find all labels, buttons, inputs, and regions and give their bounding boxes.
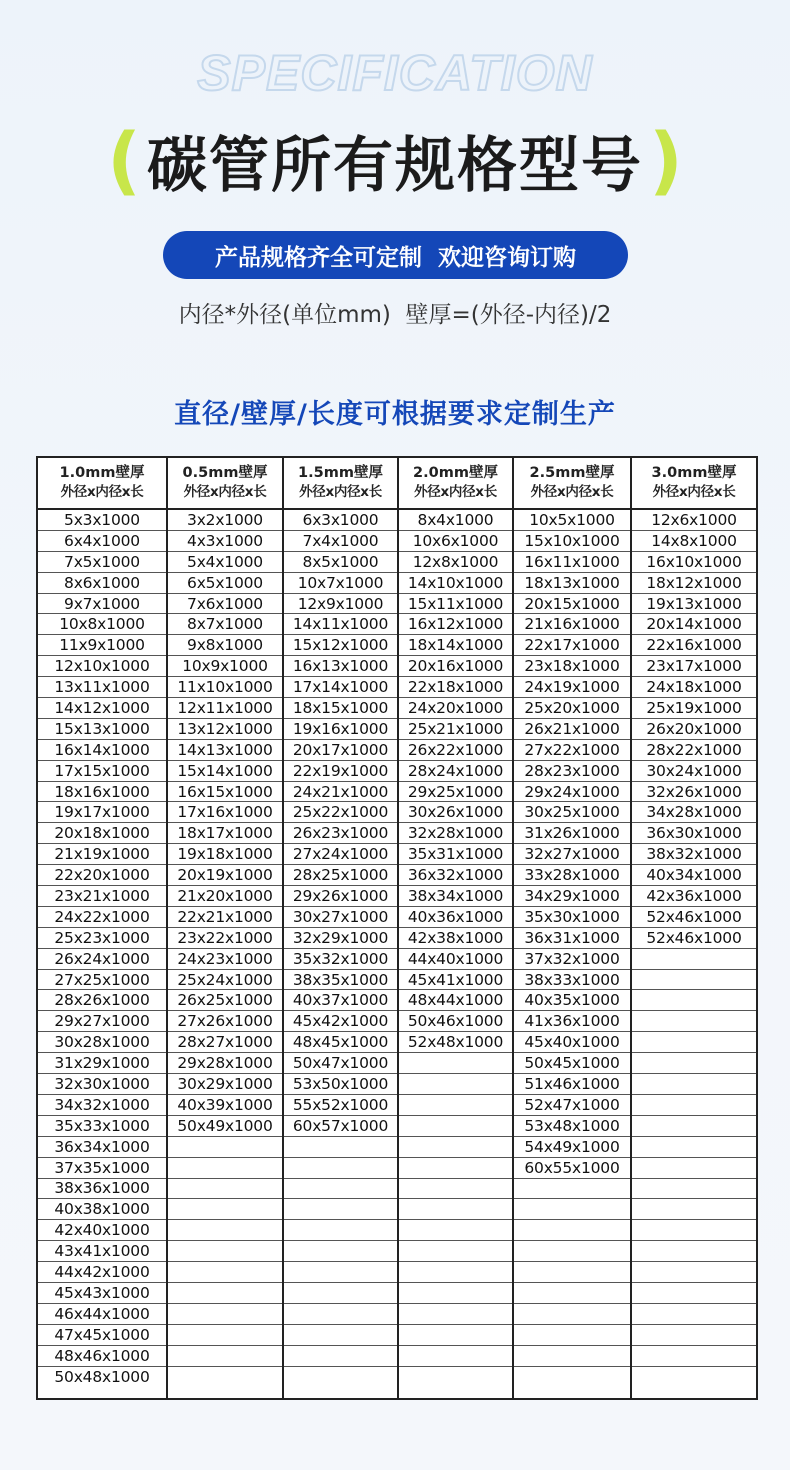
table-cell: 35x33x1000 (38, 1116, 166, 1137)
wall-thickness-label: 2.5mm壁厚 (529, 465, 615, 481)
table-cell (284, 1199, 397, 1220)
table-cell: 8x6x1000 (38, 573, 166, 594)
table-cell: 21x16x1000 (514, 614, 630, 635)
table-cell (632, 949, 756, 970)
table-cell (168, 1304, 282, 1325)
table-cell: 43x41x1000 (38, 1241, 166, 1262)
table-cell: 52x48x1000 (399, 1032, 512, 1053)
table-column (166, 458, 282, 1398)
column-header (168, 458, 282, 510)
table-cell: 12x11x1000 (168, 698, 282, 719)
title-row (0, 118, 790, 204)
table-cell: 13x11x1000 (38, 677, 166, 698)
column-header (284, 458, 397, 510)
table-cell (284, 1325, 397, 1346)
table-cell: 26x25x1000 (168, 990, 282, 1011)
table-cell (632, 1116, 756, 1137)
table-cell: 30x24x1000 (632, 761, 756, 782)
dimension-format-label: 外径x内径x长 (60, 484, 144, 500)
table-cell: 12x6x1000 (632, 510, 756, 531)
table-cell: 26x23x1000 (284, 823, 397, 844)
table-cell (632, 1158, 756, 1179)
table-cell: 50x49x1000 (168, 1116, 282, 1137)
table-cell: 40x35x1000 (514, 990, 630, 1011)
table-cell: 35x30x1000 (514, 907, 630, 928)
table-cell (399, 1116, 512, 1137)
table-cell: 29x28x1000 (168, 1053, 282, 1074)
table-cell: 20x14x1000 (632, 614, 756, 635)
table-cell: 52x47x1000 (514, 1095, 630, 1116)
table-cell: 28x23x1000 (514, 761, 630, 782)
table-cell: 16x12x1000 (399, 614, 512, 635)
table-cell: 27x26x1000 (168, 1011, 282, 1032)
table-cell: 20x15x1000 (514, 594, 630, 615)
table-cell (632, 1241, 756, 1262)
table-cell: 14x13x1000 (168, 740, 282, 761)
banner-pill: 产品规格齐全可定制 欢迎咨询订购 (163, 231, 628, 279)
table-cell: 28x25x1000 (284, 865, 397, 886)
table-cell: 23x21x1000 (38, 886, 166, 907)
table-cell: 48x44x1000 (399, 990, 512, 1011)
table-cell: 53x50x1000 (284, 1074, 397, 1095)
table-cell: 24x22x1000 (38, 907, 166, 928)
table-cell: 24x20x1000 (399, 698, 512, 719)
table-cell: 42x38x1000 (399, 928, 512, 949)
table-cell: 13x12x1000 (168, 719, 282, 740)
table-cell: 6x4x1000 (38, 531, 166, 552)
table-cell: 8x5x1000 (284, 552, 397, 573)
table-cell: 11x9x1000 (38, 635, 166, 656)
table-cell (632, 1137, 756, 1158)
table-cell: 10x9x1000 (168, 656, 282, 677)
table-cell: 32x26x1000 (632, 782, 756, 803)
table-cell: 12x9x1000 (284, 594, 397, 615)
table-cell: 15x10x1000 (514, 531, 630, 552)
table-cell: 36x34x1000 (38, 1137, 166, 1158)
table-cell (632, 1032, 756, 1053)
table-cell: 10x5x1000 (514, 510, 630, 531)
table-cell (632, 1011, 756, 1032)
table-cell: 40x37x1000 (284, 990, 397, 1011)
table-cell (168, 1367, 282, 1388)
table-cell (168, 1220, 282, 1241)
table-cell: 29x24x1000 (514, 782, 630, 803)
table-cell: 22x19x1000 (284, 761, 397, 782)
table-cell (284, 1283, 397, 1304)
table-cell: 55x52x1000 (284, 1095, 397, 1116)
table-cell: 29x25x1000 (399, 782, 512, 803)
table-cell: 18x13x1000 (514, 573, 630, 594)
table-cell: 17x16x1000 (168, 802, 282, 823)
table-cell (168, 1283, 282, 1304)
wall-thickness-label: 3.0mm壁厚 (651, 465, 737, 481)
table-cell (168, 1241, 282, 1262)
table-cell (514, 1241, 630, 1262)
table-cell (399, 1367, 512, 1388)
table-cell: 34x29x1000 (514, 886, 630, 907)
table-cell (632, 1053, 756, 1074)
table-cell: 34x28x1000 (632, 802, 756, 823)
table-cell (168, 1137, 282, 1158)
table-cell (632, 1325, 756, 1346)
wall-thickness-label: 1.0mm壁厚 (59, 465, 145, 481)
table-cell: 32x27x1000 (514, 844, 630, 865)
table-cell: 51x46x1000 (514, 1074, 630, 1095)
table-cell: 25x20x1000 (514, 698, 630, 719)
table-cell (168, 1179, 282, 1200)
table-cell (399, 1053, 512, 1074)
table-cell: 27x24x1000 (284, 844, 397, 865)
table-cell: 24x18x1000 (632, 677, 756, 698)
table-cell: 45x43x1000 (38, 1283, 166, 1304)
table-cell (168, 1199, 282, 1220)
table-cell: 35x32x1000 (284, 949, 397, 970)
table-cell: 11x10x1000 (168, 677, 282, 698)
table-cell: 22x16x1000 (632, 635, 756, 656)
table-cell: 40x34x1000 (632, 865, 756, 886)
table-cell: 45x42x1000 (284, 1011, 397, 1032)
table-cell (399, 1137, 512, 1158)
table-cell: 48x45x1000 (284, 1032, 397, 1053)
table-cell: 40x36x1000 (399, 907, 512, 928)
left-bracket-decoration: ( (107, 118, 141, 204)
table-cell: 19x17x1000 (38, 802, 166, 823)
table-cell: 23x18x1000 (514, 656, 630, 677)
watermark-heading: SPECIFICATION (197, 45, 593, 101)
table-cell: 9x7x1000 (38, 594, 166, 615)
dimension-format-label: 外径x内径x长 (652, 484, 736, 500)
table-cell: 29x27x1000 (38, 1011, 166, 1032)
table-cell: 21x20x1000 (168, 886, 282, 907)
table-cell: 30x29x1000 (168, 1074, 282, 1095)
table-cell: 37x32x1000 (514, 949, 630, 970)
table-cell: 10x8x1000 (38, 614, 166, 635)
table-column (397, 458, 512, 1398)
table-cell (284, 1241, 397, 1262)
table-cell: 48x46x1000 (38, 1346, 166, 1367)
table-cell (632, 970, 756, 991)
table-cell (632, 1095, 756, 1116)
table-cell: 15x13x1000 (38, 719, 166, 740)
table-cell: 18x16x1000 (38, 782, 166, 803)
table-cell (399, 1283, 512, 1304)
table-cell: 40x39x1000 (168, 1095, 282, 1116)
table-cell: 3x2x1000 (168, 510, 282, 531)
table-cell (399, 1346, 512, 1367)
table-cell: 25x19x1000 (632, 698, 756, 719)
column-header (38, 458, 166, 510)
table-cell: 16x10x1000 (632, 552, 756, 573)
table-cell: 38x35x1000 (284, 970, 397, 991)
table-cell: 50x45x1000 (514, 1053, 630, 1074)
table-cell: 19x18x1000 (168, 844, 282, 865)
table-cell: 6x3x1000 (284, 510, 397, 531)
table-cell (399, 1199, 512, 1220)
table-cell: 20x16x1000 (399, 656, 512, 677)
table-cell (514, 1262, 630, 1283)
table-cell (632, 1283, 756, 1304)
table-cell: 25x23x1000 (38, 928, 166, 949)
table-column (512, 458, 630, 1398)
table-cell: 25x22x1000 (284, 802, 397, 823)
table-cell: 38x33x1000 (514, 970, 630, 991)
table-cell (399, 1241, 512, 1262)
table-cell: 9x8x1000 (168, 635, 282, 656)
table-cell (632, 1074, 756, 1095)
table-cell: 22x17x1000 (514, 635, 630, 656)
table-cell: 27x22x1000 (514, 740, 630, 761)
table-cell: 16x11x1000 (514, 552, 630, 573)
table-cell: 52x46x1000 (632, 907, 756, 928)
customization-subheading: 直径/壁厚/长度可根据要求定制生产 (174, 399, 616, 430)
table-cell: 20x18x1000 (38, 823, 166, 844)
table-cell: 30x27x1000 (284, 907, 397, 928)
table-cell: 16x13x1000 (284, 656, 397, 677)
table-cell: 42x40x1000 (38, 1220, 166, 1241)
table-cell: 26x24x1000 (38, 949, 166, 970)
table-cell: 53x48x1000 (514, 1116, 630, 1137)
table-cell: 38x36x1000 (38, 1179, 166, 1200)
table-cell: 50x46x1000 (399, 1011, 512, 1032)
table-cell (514, 1325, 630, 1346)
table-cell: 38x34x1000 (399, 886, 512, 907)
table-cell (632, 1262, 756, 1283)
table-cell (632, 1304, 756, 1325)
table-cell: 23x17x1000 (632, 656, 756, 677)
table-cell: 4x3x1000 (168, 531, 282, 552)
table-cell: 15x14x1000 (168, 761, 282, 782)
dimension-format-label: 外径x内径x长 (183, 484, 267, 500)
table-cell (399, 1095, 512, 1116)
table-cell (514, 1283, 630, 1304)
table-cell: 44x42x1000 (38, 1262, 166, 1283)
formula-note: 内径*外径(单位mm) 壁厚=(外径-内径)/2 (178, 302, 612, 328)
dimension-format-label: 外径x内径x长 (299, 484, 382, 500)
table-cell: 18x12x1000 (632, 573, 756, 594)
table-cell (399, 1220, 512, 1241)
table-cell: 35x31x1000 (399, 844, 512, 865)
table-cell: 44x40x1000 (399, 949, 512, 970)
table-cell: 42x36x1000 (632, 886, 756, 907)
table-cell (632, 1199, 756, 1220)
table-column (38, 458, 166, 1398)
table-cell: 26x22x1000 (399, 740, 512, 761)
table-cell: 7x4x1000 (284, 531, 397, 552)
table-cell: 15x12x1000 (284, 635, 397, 656)
table-cell (632, 990, 756, 1011)
table-cell: 23x22x1000 (168, 928, 282, 949)
table-cell (399, 1074, 512, 1095)
wall-thickness-label: 1.5mm壁厚 (298, 465, 383, 481)
table-cell: 45x40x1000 (514, 1032, 630, 1053)
table-cell: 30x25x1000 (514, 802, 630, 823)
table-cell: 24x21x1000 (284, 782, 397, 803)
table-cell (399, 1304, 512, 1325)
column-header (514, 458, 630, 510)
table-cell: 26x20x1000 (632, 719, 756, 740)
table-cell: 33x28x1000 (514, 865, 630, 886)
table-cell: 18x14x1000 (399, 635, 512, 656)
table-column (630, 458, 756, 1398)
table-cell: 7x5x1000 (38, 552, 166, 573)
table-cell (399, 1158, 512, 1179)
table-cell (514, 1346, 630, 1367)
table-cell: 12x10x1000 (38, 656, 166, 677)
table-cell (284, 1367, 397, 1388)
column-header (632, 458, 756, 510)
table-cell: 14x8x1000 (632, 531, 756, 552)
table-cell: 60x57x1000 (284, 1116, 397, 1137)
table-cell (632, 1220, 756, 1241)
table-cell: 30x26x1000 (399, 802, 512, 823)
table-cell: 32x30x1000 (38, 1074, 166, 1095)
table-cell: 54x49x1000 (514, 1137, 630, 1158)
table-cell: 18x17x1000 (168, 823, 282, 844)
table-cell: 31x26x1000 (514, 823, 630, 844)
dimension-format-label: 外径x内径x长 (530, 484, 614, 500)
table-cell: 19x13x1000 (632, 594, 756, 615)
table-cell: 40x38x1000 (38, 1199, 166, 1220)
table-cell: 14x12x1000 (38, 698, 166, 719)
table-cell: 28x22x1000 (632, 740, 756, 761)
table-cell: 24x19x1000 (514, 677, 630, 698)
page-title: 碳管所有规格型号 (147, 131, 643, 201)
table-cell: 22x20x1000 (38, 865, 166, 886)
table-cell: 36x32x1000 (399, 865, 512, 886)
table-cell (514, 1179, 630, 1200)
table-cell: 31x29x1000 (38, 1053, 166, 1074)
table-cell: 5x3x1000 (38, 510, 166, 531)
table-cell (284, 1262, 397, 1283)
table-cell (284, 1158, 397, 1179)
table-cell: 30x28x1000 (38, 1032, 166, 1053)
table-cell (168, 1158, 282, 1179)
table-cell: 47x45x1000 (38, 1325, 166, 1346)
table-cell: 5x4x1000 (168, 552, 282, 573)
table-cell: 20x17x1000 (284, 740, 397, 761)
table-cell: 21x19x1000 (38, 844, 166, 865)
table-cell: 36x31x1000 (514, 928, 630, 949)
table-cell (399, 1325, 512, 1346)
wall-thickness-label: 0.5mm壁厚 (182, 465, 268, 481)
table-cell: 22x21x1000 (168, 907, 282, 928)
table-cell: 34x32x1000 (38, 1095, 166, 1116)
wall-thickness-label: 2.0mm壁厚 (413, 465, 498, 481)
table-cell (399, 1179, 512, 1200)
table-cell (514, 1199, 630, 1220)
table-cell: 41x36x1000 (514, 1011, 630, 1032)
table-cell: 17x14x1000 (284, 677, 397, 698)
table-cell: 45x41x1000 (399, 970, 512, 991)
right-bracket-decoration: ) (649, 118, 683, 204)
table-cell: 25x24x1000 (168, 970, 282, 991)
table-cell (514, 1367, 630, 1388)
table-cell: 60x55x1000 (514, 1158, 630, 1179)
spec-table (36, 456, 758, 1400)
table-cell (632, 1179, 756, 1200)
table-cell: 29x26x1000 (284, 886, 397, 907)
table-cell (284, 1304, 397, 1325)
table-cell: 38x32x1000 (632, 844, 756, 865)
table-cell (632, 1346, 756, 1367)
table-cell (168, 1262, 282, 1283)
table-cell: 16x15x1000 (168, 782, 282, 803)
table-cell: 52x46x1000 (632, 928, 756, 949)
table-cell: 16x14x1000 (38, 740, 166, 761)
table-cell: 27x25x1000 (38, 970, 166, 991)
table-cell: 19x16x1000 (284, 719, 397, 740)
table-cell (632, 1367, 756, 1388)
table-cell: 10x7x1000 (284, 573, 397, 594)
table-cell: 6x5x1000 (168, 573, 282, 594)
table-cell: 25x21x1000 (399, 719, 512, 740)
table-cell: 36x30x1000 (632, 823, 756, 844)
dimension-format-label: 外径x内径x长 (414, 484, 497, 500)
table-cell: 15x11x1000 (399, 594, 512, 615)
table-cell (514, 1220, 630, 1241)
table-cell: 50x47x1000 (284, 1053, 397, 1074)
table-cell: 37x35x1000 (38, 1158, 166, 1179)
table-cell (284, 1179, 397, 1200)
table-cell: 7x6x1000 (168, 594, 282, 615)
table-cell: 32x29x1000 (284, 928, 397, 949)
table-cell: 24x23x1000 (168, 949, 282, 970)
table-cell (168, 1346, 282, 1367)
table-cell: 28x26x1000 (38, 990, 166, 1011)
table-cell (514, 1304, 630, 1325)
table-cell (284, 1346, 397, 1367)
table-cell: 14x10x1000 (399, 573, 512, 594)
table-cell: 8x7x1000 (168, 614, 282, 635)
table-cell: 20x19x1000 (168, 865, 282, 886)
table-cell: 46x44x1000 (38, 1304, 166, 1325)
table-cell (284, 1137, 397, 1158)
table-cell: 28x27x1000 (168, 1032, 282, 1053)
table-cell: 17x15x1000 (38, 761, 166, 782)
table-cell: 32x28x1000 (399, 823, 512, 844)
table-cell: 10x6x1000 (399, 531, 512, 552)
table-cell (399, 1262, 512, 1283)
table-cell: 14x11x1000 (284, 614, 397, 635)
table-cell: 12x8x1000 (399, 552, 512, 573)
table-column (282, 458, 397, 1398)
table-cell (284, 1220, 397, 1241)
table-cell (168, 1325, 282, 1346)
table-cell: 8x4x1000 (399, 510, 512, 531)
table-cell: 28x24x1000 (399, 761, 512, 782)
table-cell: 26x21x1000 (514, 719, 630, 740)
table-cell: 18x15x1000 (284, 698, 397, 719)
column-header (399, 458, 512, 510)
table-cell: 50x48x1000 (54, 1367, 150, 1386)
table-cell: 22x18x1000 (399, 677, 512, 698)
